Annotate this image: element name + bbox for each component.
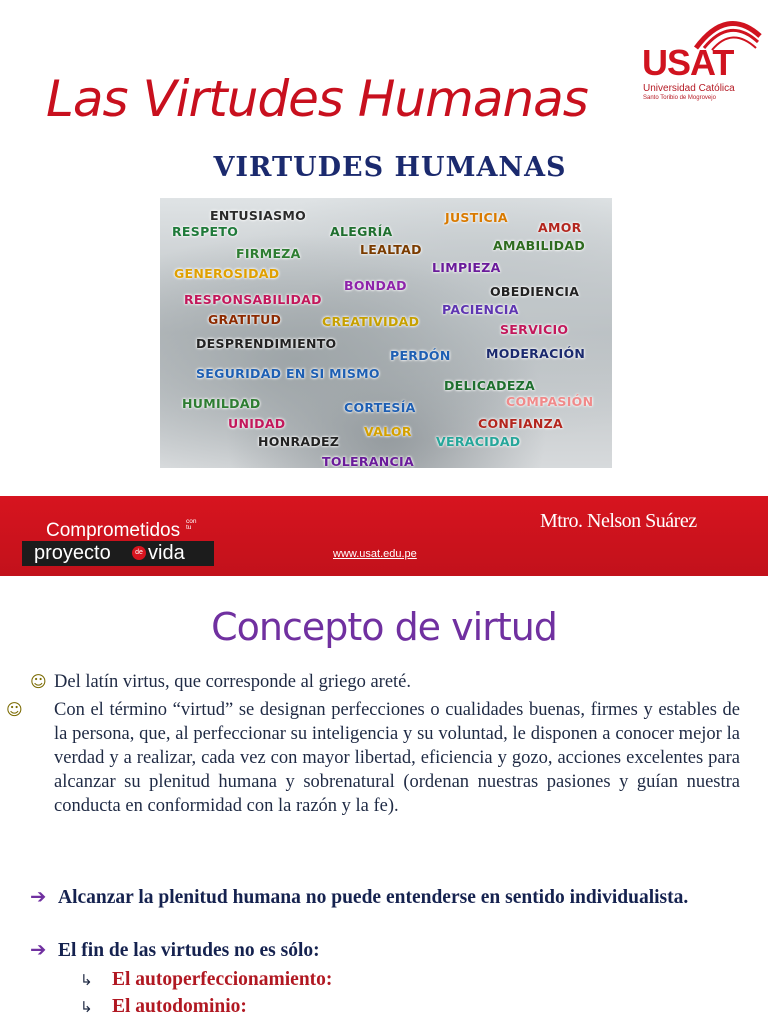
word-item: PERDÓN — [390, 348, 451, 363]
sub-bullet-text: El autodominio: — [112, 996, 247, 1017]
author-name: Mtro. Nelson Suárez — [540, 510, 697, 532]
word-item: SEGURIDAD EN SI MISMO — [196, 366, 380, 381]
paragraph-text: Con el término “virtud” se designan perfecciones o cualidades buenas, firmes y estables de la persona, que, al perfeccionar su inteligencia y su voluntad, le disponen a conocer mejor la verdad y a realizar, cada vez con mayor libertad, eficiencia y gozo, acciones excelentes para alcanzar su plenitud humana y sobrenatural (ordenan nuestras pasiones y guían nuestra conducta en conformidad con la razón y la fe). — [54, 700, 740, 816]
word-item: RESPETO — [172, 224, 239, 239]
word-item: VERACIDAD — [436, 434, 521, 449]
word-item: HONRADEZ — [258, 434, 340, 449]
arrow-icon: ➔ — [30, 938, 47, 961]
logo-subtitle-2: Santo Toribio de Mogrovejo — [643, 95, 716, 101]
word-item: FIRMEZA — [236, 246, 301, 261]
tagline: Comprometidos — [46, 520, 181, 541]
word-cloud-heading: VIRTUDES HUMANAS — [213, 152, 567, 183]
word-item: SERVICIO — [500, 322, 569, 337]
word-item: GRATITUD — [208, 312, 282, 327]
word-cloud-image — [160, 198, 612, 468]
paragraph-text: Del latín virtus, que corresponde al griego areté. — [54, 672, 412, 692]
hook-arrow-icon: ↳ — [80, 998, 93, 1016]
project-text: proyecto — [34, 542, 111, 564]
word-item: UNIDAD — [228, 416, 286, 431]
word-item: CORTESÍA — [344, 400, 416, 415]
word-item: CONFIANZA — [478, 416, 564, 431]
website-link[interactable]: www.usat.edu.pe — [333, 548, 417, 560]
word-item: LEALTAD — [360, 242, 422, 257]
word-item: DESPRENDIMIENTO — [196, 336, 337, 351]
word-item: TOLERANCIA — [322, 454, 414, 469]
logo-subtitle: Universidad Católica — [643, 83, 735, 94]
word-item: RESPONSABILIDAD — [184, 292, 322, 307]
bullet-1 — [30, 885, 750, 910]
word-item: HUMILDAD — [182, 396, 261, 411]
word-item: MODERACIÓN — [486, 346, 586, 361]
logo-name: USAT — [642, 42, 734, 83]
word-item: ALEGRÍA — [330, 224, 393, 239]
word-item: BONDAD — [344, 278, 407, 293]
usat-logo — [642, 12, 762, 102]
sub-bullet-2 — [80, 996, 247, 1018]
word-item: LIMPIEZA — [432, 260, 501, 275]
word-item: PACIENCIA — [442, 302, 519, 317]
sub-bullet-1 — [80, 969, 332, 991]
smiley-icon: ☺ — [30, 672, 47, 691]
tagline-small-1: con — [186, 518, 197, 525]
virtues-word-cloud — [160, 150, 612, 468]
smiley-icon: ☺ — [6, 700, 23, 719]
word-item: AMOR — [538, 220, 582, 235]
concept-title: Concepto de virtud — [211, 605, 557, 649]
tagline-small-2: tu — [186, 524, 192, 531]
paragraph-1 — [30, 670, 740, 694]
tagline-small — [186, 519, 196, 531]
bullet-text: Alcanzar la plenitud humana no puede entenderse en sentido individualista. — [58, 887, 689, 908]
slide-title: Las Virtudes Humanas — [46, 70, 588, 128]
word-item: AMABILIDAD — [493, 238, 586, 253]
project-dot-icon: de — [132, 546, 146, 560]
word-item: OBEDIENCIA — [490, 284, 580, 299]
bullet-2 — [30, 938, 750, 963]
hook-arrow-icon: ↳ — [80, 971, 93, 989]
arrow-icon: ➔ — [30, 885, 47, 908]
word-item: JUSTICIA — [445, 210, 508, 225]
word-item: COMPASIÓN — [506, 394, 594, 409]
project-text-2: vida — [148, 542, 185, 564]
paragraph-2 — [6, 698, 740, 818]
word-item: DELICADEZA — [444, 378, 536, 393]
bullet-text: El fin de las virtudes no es sólo: — [58, 940, 320, 961]
word-item: CREATIVIDAD — [322, 314, 420, 329]
word-item: GENEROSIDAD — [174, 266, 280, 281]
word-item: VALOR — [364, 424, 412, 439]
word-item: ENTUSIASMO — [210, 208, 307, 223]
sub-bullet-text: El autoperfeccionamiento: — [112, 969, 333, 990]
